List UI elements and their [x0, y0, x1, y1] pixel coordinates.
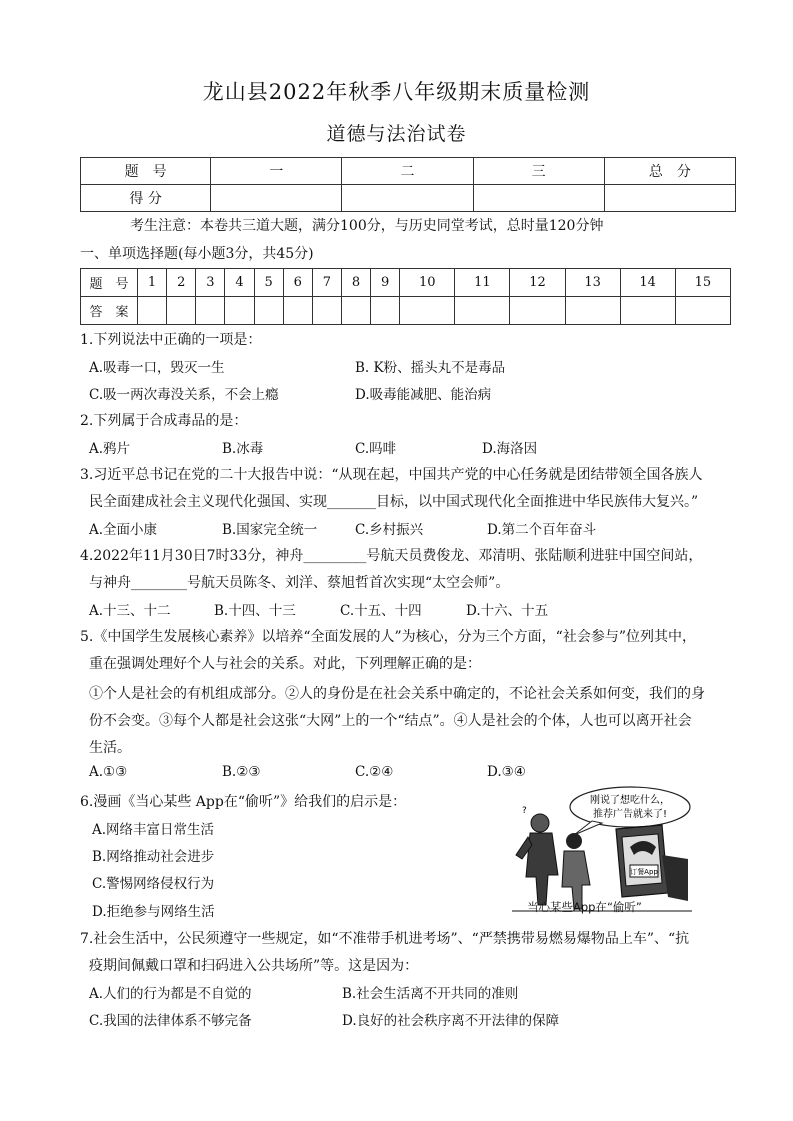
exam-notice: 考生注意：本卷共三道大题，满分100分，与历史同堂考试，总时量120分钟	[130, 218, 604, 234]
svg-text:?: ?	[522, 806, 527, 816]
q5-stem-line1: 5.《中国学生发展核心素养》以培养“全面发展的人”为核心，分为三个方面，“社会参与”位列其中，	[80, 629, 696, 645]
answer-table	[80, 268, 731, 325]
answer-blank	[675, 297, 730, 325]
score-blank	[211, 185, 342, 212]
answer-blank	[312, 297, 341, 325]
question-number: 5	[254, 269, 283, 297]
answer-blank	[510, 297, 565, 325]
bubble-text-1: 刚说了想吃什么，	[590, 795, 670, 806]
q1-option-c: C.吸一两次毒没关系，不会上瘾	[89, 387, 279, 403]
score-table-score-row	[81, 185, 736, 212]
answer-row-label: 题 号	[81, 269, 138, 297]
q4-option-c: C.十五、十四	[340, 603, 422, 619]
q2-option-d: D.海洛因	[482, 441, 538, 457]
q7-option-d: D.良好的社会秩序离不开法律的保障	[342, 1013, 560, 1029]
answer-blank	[565, 297, 620, 325]
q1-option-a: A.吸毒一口，毁灭一生	[89, 360, 225, 376]
exam-subtitle: 道德与法治试卷	[326, 123, 467, 145]
q5-option-c: C.②④	[355, 764, 394, 780]
q6-option-b: B.网络推动社会进步	[92, 849, 215, 865]
answer-blank	[400, 297, 455, 325]
q6-stem: 6.漫画《当心某些 App在“偷听”》给我们的启示是：	[80, 794, 407, 810]
q3-option-a: A.全面小康	[89, 522, 158, 538]
question-number: 12	[510, 269, 565, 297]
q5-statement-line2: 份不会变。③每个人都是社会这张“大网”上的一个“结点”。④人是社会的个体，人也可以离开社会	[89, 713, 692, 729]
phone-illustration	[616, 825, 688, 901]
question-number: 1	[138, 269, 167, 297]
score-cell-label: 题 号	[81, 158, 211, 185]
q2-option-a: A.鸦片	[89, 441, 131, 457]
answer-blank	[283, 297, 312, 325]
answer-table-answer-row	[81, 297, 731, 325]
man-figure	[516, 806, 558, 905]
cartoon-caption: 当心某些App在“偷听”	[527, 900, 642, 914]
q4-stem-line2: 与神舟________号航天员陈冬、刘洋、蔡旭哲首次实现“太空会师”。	[89, 575, 510, 591]
q4-stem-line1: 4.2022年11月30日7时33分，神舟_________号航天员费俊龙、邓清明、张陆顺利进驻中国空间站，	[80, 548, 703, 564]
question-number: 11	[455, 269, 510, 297]
score-table-header-row	[81, 158, 736, 185]
app-label: 订餐App	[630, 868, 658, 876]
answer-blank	[254, 297, 283, 325]
answer-table-number-row	[81, 269, 731, 297]
question-number: 9	[371, 269, 400, 297]
q7-stem-line2: 疫期间佩戴口罩和扫码进入公共场所”等。这是因为：	[89, 958, 419, 974]
speech-bubble	[570, 787, 690, 827]
q7-option-a: A.人们的行为都是不自觉的	[89, 986, 252, 1002]
q5-statement-line1: ①个人是社会的有机组成部分。②人的身份是在社会关系中确定的，不论社会关系如何变，我们的身	[89, 686, 705, 702]
q3-stem-line2: 民全面建成社会主义现代化强国、实现_______目标，以中国式现代化全面推进中华民族伟大复兴。”	[89, 494, 699, 510]
q5-option-a: A.①③	[89, 764, 128, 780]
question-number: 15	[675, 269, 730, 297]
answer-blank	[167, 297, 196, 325]
q5-statement-line3: 生活。	[89, 740, 131, 756]
question-number: 13	[565, 269, 620, 297]
score-row-label: 得 分	[81, 185, 211, 212]
answer-row-label: 答 案	[81, 297, 138, 325]
score-blank	[604, 185, 735, 212]
question-number: 4	[225, 269, 254, 297]
answer-blank	[455, 297, 510, 325]
q6-option-d: D.拒绝参与网络生活	[92, 904, 215, 920]
score-cell-part2: 二	[342, 158, 473, 185]
q3-stem-line1: 3.习近平总书记在党的二十大报告中说：“从现在起，中国共产党的中心任务就是团结带领全国各族人	[80, 467, 703, 483]
score-cell-part3: 三	[473, 158, 604, 185]
question-number: 10	[400, 269, 455, 297]
q4-option-a: A.十三、十二	[89, 603, 171, 619]
question-number: 6	[283, 269, 312, 297]
q1-stem: 1.下列说法中正确的一项是：	[80, 332, 262, 348]
question-number: 7	[312, 269, 341, 297]
q2-stem: 2.下列属于合成毒品的是：	[80, 413, 248, 429]
question-number: 8	[341, 269, 370, 297]
q3-option-b: B.国家完全统一	[222, 522, 318, 538]
q2-option-c: C.吗啡	[355, 441, 397, 457]
q7-option-c: C.我国的法律体系不够完备	[89, 1013, 252, 1029]
q5-option-d: D.③④	[487, 764, 526, 780]
bubble-text-2: 推荐广告就来了!	[592, 809, 668, 820]
question-number: 2	[167, 269, 196, 297]
q1-option-d: D.吸毒能减肥、能治病	[355, 387, 492, 403]
question-number: 3	[196, 269, 225, 297]
answer-blank	[371, 297, 400, 325]
answer-blank	[225, 297, 254, 325]
score-blank	[473, 185, 604, 212]
q2-option-b: B.冰毒	[222, 441, 264, 457]
q6-option-c: C.警惕网络侵权行为	[92, 876, 215, 892]
q7-option-b: B.社会生活离不开共同的准则	[342, 986, 519, 1002]
score-blank	[342, 185, 473, 212]
answer-blank	[341, 297, 370, 325]
q5-stem-line2: 重在强调处理好个人与社会的关系。对此，下列理解正确的是：	[89, 656, 481, 672]
q1-option-b: B. K粉、摇头丸不是毒品	[355, 360, 506, 376]
q3-option-c: C.乡村振兴	[355, 522, 424, 538]
answer-blank	[196, 297, 225, 325]
woman-figure	[562, 833, 590, 909]
question-number: 14	[620, 269, 675, 297]
answer-blank	[620, 297, 675, 325]
section-title: 一、单项选择题(每小题3分，共45分)	[80, 246, 314, 262]
answer-blank	[138, 297, 167, 325]
q4-option-b: B.十四、十三	[214, 603, 296, 619]
score-table	[80, 157, 736, 212]
exam-title: 龙山县2022年秋季八年级期末质量检测	[202, 80, 591, 104]
score-cell-total: 总 分	[604, 158, 735, 185]
q5-option-b: B.②③	[222, 764, 261, 780]
q6-option-a: A.网络丰富日常生活	[92, 822, 215, 838]
q3-option-d: D.第二个百年奋斗	[487, 522, 597, 538]
q7-stem-line1: 7.社会生活中，公民须遵守一些规定，如“不准带手机进考场”、“严禁携带易燃易爆物品上车”、“抗	[80, 931, 690, 947]
q4-option-d: D.十六、十五	[466, 603, 549, 619]
cartoon-illustration	[512, 785, 692, 917]
score-cell-part1: 一	[211, 158, 342, 185]
